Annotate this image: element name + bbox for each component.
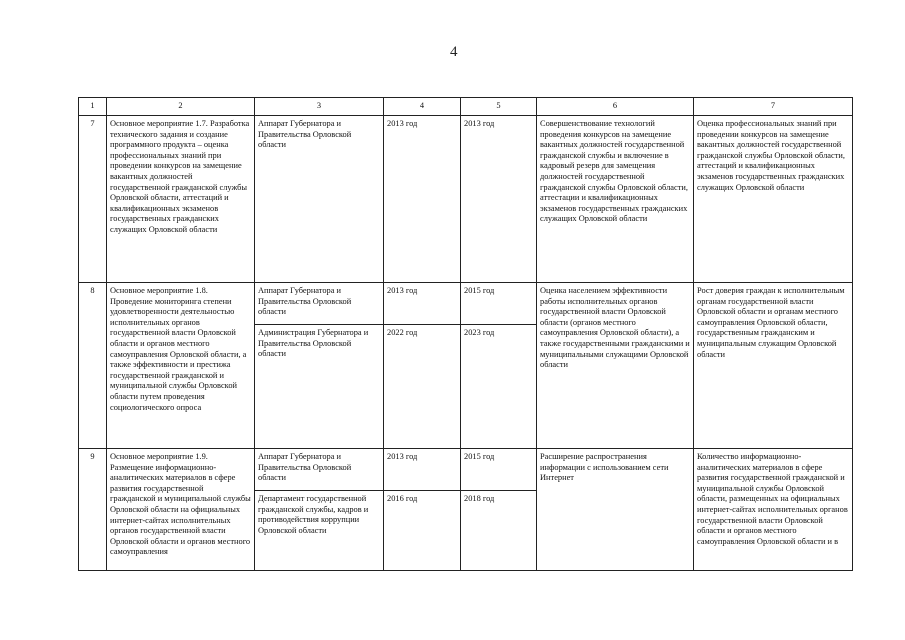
- table-row: [79, 116, 853, 283]
- indicator-cell: Оценка профессиональных знаний при проведении конкурсов на замещение вакантных должностей государственной гражданской службы Орловской области, аттестаций и квалификационных экзаменов государственных гражданских служащих Орловской области: [694, 116, 853, 283]
- end-year-cell: 2015 год: [461, 449, 537, 491]
- table-row: [79, 449, 853, 491]
- executor-cell: Аппарат Губернатора и Правительства Орловской области: [255, 116, 384, 283]
- start-year-cell: 2013 год: [384, 116, 461, 283]
- column-header: 6: [537, 98, 694, 116]
- expected-result: Совершенствование технологий проведения конкурсов на замещение вакантных должностей государственной гражданской службы и включение в кадровый резерв для замещения должностей государственной гражданской службы Орловской области, аттестации и квалификационных экзаменов государственных гражданских служащих Орловской области: [537, 116, 694, 283]
- expected-result: Оценка населением эффективности работы исполнительных органов государственной власти Орловской области (органов местного самоуправления Орловской области), а также государственными гражданскими и муниципальными служащими Орловской области: [537, 283, 694, 449]
- table-header-row: [79, 98, 853, 116]
- column-header: 7: [694, 98, 853, 116]
- indicator-cell: Количество информационно-аналитических материалов в сфере развития государственной гражданской и муниципальной службы Орловской области, размещенных на официальных интернет-сайтах исполнительных органов государственной власти Орловской области и органов местного самоуправления Орловской области и в: [694, 449, 853, 571]
- start-year-cell: 2013 год: [384, 283, 461, 325]
- event-description: Основное мероприятие 1.7. Разработка технического задания и создание программного продукта – оценка профессиональных знаний при проведении конкурсов на замещение вакантных должностей государственной гражданской службы Орловской области, аттестаций и квалификационных экзаменов государственных гражданских служащих Орловской области: [107, 116, 255, 283]
- executor-cell: Департамент государственной гражданской службы, кадров и противодействия коррупции Орловской области: [255, 491, 384, 571]
- row-number: 7: [79, 116, 107, 283]
- executor-cell: Администрация Губернатора и Правительства Орловской области: [255, 325, 384, 449]
- table-row: [79, 283, 853, 325]
- column-header: 2: [107, 98, 255, 116]
- event-description: Основное мероприятие 1.9. Размещение информационно-аналитических материалов в сфере развития государственной гражданской и муниципальной службы Орловской области на официальных интернет-сайтах исполнительных органов государственной власти Орловской области и органов местного самоуправления: [107, 449, 255, 571]
- start-year-cell: 2013 год: [384, 449, 461, 491]
- executor-cell: Аппарат Губернатора и Правительства Орловской области: [255, 449, 384, 491]
- executor-cell: Аппарат Губернатора и Правительства Орловской области: [255, 283, 384, 325]
- start-year-cell: 2016 год: [384, 491, 461, 571]
- page-number: 4: [450, 44, 458, 60]
- row-number: 8: [79, 283, 107, 449]
- end-year-cell: 2018 год: [461, 491, 537, 571]
- end-year-cell: 2015 год: [461, 283, 537, 325]
- end-year-cell: 2023 год: [461, 325, 537, 449]
- events-table: [78, 97, 853, 571]
- column-header: 1: [79, 98, 107, 116]
- row-number: 9: [79, 449, 107, 571]
- end-year-cell: 2013 год: [461, 116, 537, 283]
- expected-result: Расширение распространения информации с использованием сети Интернет: [537, 449, 694, 571]
- event-description: Основное мероприятие 1.8. Проведение мониторинга степени удовлетворенности деятельностью исполнительных органов государственной власти Орловской области и органов местного самоуправления Орловской области, а также эффективности и престижа государственной гражданской и муниципальной службы Орловской области путем проведения социологического опроса: [107, 283, 255, 449]
- start-year-cell: 2022 год: [384, 325, 461, 449]
- column-header: 3: [255, 98, 384, 116]
- column-header: 4: [384, 98, 461, 116]
- indicator-cell: Рост доверия граждан к исполнительным органам государственной власти Орловской области и органам местного самоуправления Орловской области, государственным гражданским и муниципальным служащим Орловской области: [694, 283, 853, 449]
- column-header: 5: [461, 98, 537, 116]
